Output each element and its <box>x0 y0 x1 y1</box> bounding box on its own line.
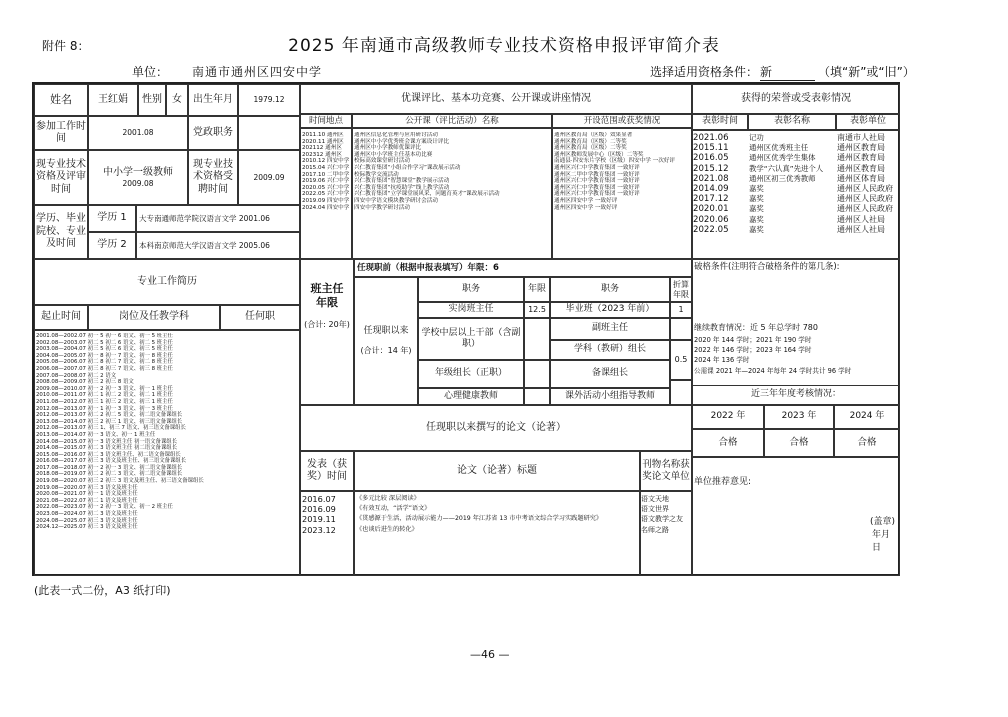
headteacher-note: (合计: 20年) <box>304 319 350 329</box>
resume-row: 2012.08—2013.07 初一 1 初一 3 语文、初一 3 班主任 <box>36 405 173 412</box>
paper-title: 《多元比较 深层阅读》 <box>356 495 420 502</box>
edu1-label: 学历 1 <box>88 205 136 232</box>
resume-row: 2019.08—2020.07 初三 2 初三 3 语文及班主任、初三语文备课组长 <box>36 478 204 485</box>
course-scope: 通州区二甲中学教育集团 一致好评 <box>554 171 640 178</box>
paper-time: 2016.09 <box>302 504 336 515</box>
honor-time: 2020.06 <box>693 214 729 225</box>
resume-row: 2020.08—2021.07 初一 1 语文及班主任 <box>36 491 138 498</box>
resume-list <box>36 333 298 531</box>
assessment-result-1: 合格 <box>692 429 764 457</box>
party-value <box>238 116 300 150</box>
resume-row: 2013.08—2014.07 初一 3 语文、初一 1 班主任 <box>36 431 156 438</box>
honor-time: 2021.06 <box>693 133 729 143</box>
honor-time: 2015.12 <box>693 163 729 174</box>
posts-col-conv: 折算年限 <box>670 277 692 302</box>
resume-row: 2009.08—2010.07 初一 2 初一 3 语文、初一 1 班主任 <box>36 385 173 392</box>
course-scope: 通州区教育局（区级）效果显著 <box>554 132 633 138</box>
posts-side-note: (合计：14 年) <box>360 345 412 355</box>
paper-journal: 语文教学之友 <box>641 515 683 524</box>
gender-label: 性别 <box>138 84 166 116</box>
course-name: 兴仁教育集团“抗疫助学”线上教学活动 <box>354 184 450 191</box>
post-row1-left: 实岗班主任 <box>418 302 524 318</box>
course-name: 通州区信息化管理与应用研讨活动 <box>354 132 438 138</box>
post-row1-right: 毕业班（2023 年前） <box>550 302 670 318</box>
honor-name: 教学“六认真”先进个人 <box>749 163 824 173</box>
honor-name: 嘉奖 <box>749 183 764 193</box>
edu-lines <box>694 334 899 375</box>
resume-row: 2024.12—2025.07 初三 3 语文及班主任 <box>36 524 138 531</box>
course-time: 2011.10 通州区 <box>302 132 344 138</box>
honor-name: 通州区优秀班主任 <box>749 143 809 153</box>
papers-col-title: 论文（论著）标题 <box>354 451 640 491</box>
honors-name-list <box>749 133 836 235</box>
name-value: 王红娟 <box>88 84 138 116</box>
edu-line: 2020 年 144 学时；2021 年 190 学时 <box>694 336 812 344</box>
resume-row: 2002.08—2003.07 初二 5 初二 6 语文、初二 5 班主任 <box>36 339 173 346</box>
paper-time: 2019.11 <box>302 514 336 525</box>
papers-journal-list <box>641 493 692 534</box>
assessment-result-3: 合格 <box>834 429 900 457</box>
resume-row: 2007.08—2008.07 初二 2 语文 <box>36 372 117 379</box>
footer-note: (此表一式二份，A3 纸打印) <box>34 584 171 597</box>
recommend-date: 年月日 <box>872 530 891 553</box>
honor-unit: 通州区人民政府 <box>837 204 893 214</box>
course-name: 四安中学语文模块教学研讨会活动 <box>354 197 438 204</box>
edu-line: 公需课 2021 年—2024 年每年 24 学时共计 96 学时 <box>694 366 852 375</box>
recommend-seal: (盖章) <box>870 517 896 527</box>
honor-unit: 通州区教育局 <box>837 153 885 163</box>
resume-row: 2012.08—2013.07 初二 2 初二 5 语文、初二语文备课组长 <box>36 412 183 419</box>
papers-title-list <box>356 493 639 534</box>
unit-label: 单位： <box>132 65 169 79</box>
course-scope: 通州区教育局（区级）二等奖 <box>554 138 627 145</box>
edu-label: 学历、毕业院校、专业及时间 <box>34 205 88 259</box>
course-time: 2022.05 兴仁中学 <box>302 191 350 198</box>
honors-unit-list <box>837 133 899 235</box>
course-scope: 通州区兴仁中学教育集团 一致好评 <box>554 184 640 191</box>
current-qual-value: 中小学一级教师 <box>103 166 173 178</box>
posts-col-post2: 职务 <box>550 277 670 302</box>
page-number: —46 — <box>470 648 510 661</box>
course-scope: 南通县·四安东片学校（区级）四安中学 一次好评 <box>554 158 676 165</box>
honor-unit: 通州区人民政府 <box>837 194 893 204</box>
course-scope: 通州区兴仁中学教育集团 一致好评 <box>554 178 640 185</box>
course-scope: 通州区四安中学 一致好评 <box>554 197 618 204</box>
course-name: 校际教学交流活动 <box>354 171 399 178</box>
course-name: 通州区中小学班主任基本功比赛 <box>354 151 433 158</box>
course-name: 通州区中小学教师优课评比 <box>354 145 422 152</box>
paper-title: 《有效互动，“活学”语文》 <box>356 505 431 513</box>
headteacher-title: 班主任年限 <box>310 282 344 309</box>
resume-row: 2005.08—2006.07 初二 8 初二 7 语文、初二 8 班主任 <box>36 359 173 366</box>
course-name: 兴仁教育集团“立学课堂展风采，问题育英才”课改展示活动 <box>354 191 500 198</box>
birth-value: 1979.12 <box>238 84 300 116</box>
honor-unit: 通州区人社局 <box>837 224 885 234</box>
honors-col-name: 表彰名称 <box>748 114 836 130</box>
post-row2-conv <box>670 318 692 340</box>
course-time: 2010.12 四安中学 <box>302 158 350 165</box>
course-time: 2020.05 兴仁中学 <box>302 184 350 191</box>
resume-row: 2023.08—2024.07 初二 3 语文及班主任 <box>36 511 138 518</box>
resume-title: 专业工作简历 <box>34 259 300 305</box>
honor-time: 2021.08 <box>693 173 729 184</box>
assessment-year-1: 2022 年 <box>692 405 764 429</box>
courses-col-time: 时间地点 <box>300 114 352 128</box>
honors-col-time: 表彰时间 <box>692 114 748 130</box>
paper-journal: 语文世界 <box>641 505 669 514</box>
condition-label: 选择适用资格条件： <box>650 65 759 79</box>
resume-col-time: 起止时间 <box>34 305 88 330</box>
recommend-label: 单位推荐意见: <box>694 477 752 487</box>
unit-value: 南通市通州区四安中学 <box>192 65 323 79</box>
course-time: 2017.10 二甲中学 <box>302 171 350 178</box>
work-start-label: 参加工作时间 <box>34 116 88 150</box>
headteacher-cell <box>300 259 354 405</box>
resume-row: 2014.08—2015.07 初一 3 语文班主任 初一语文备课组长 <box>36 438 178 445</box>
resume-row: 2013.08—2014.07 初三 2 初三 1 语文、初三语文备课组长 <box>36 418 183 425</box>
honor-name: 嘉奖 <box>749 224 764 234</box>
resume-row: 2016.08—2017.07 初三 3 语文及班主任、初三语文备课组长 <box>36 458 187 465</box>
posts-col-years: 年限 <box>524 277 550 302</box>
party-label: 党政职务 <box>188 116 238 150</box>
papers-time-list <box>302 493 352 534</box>
resume-row: 2012.08—2013.07 初三 1、初三 7 语文、初三语文备课组长 <box>36 425 186 432</box>
course-name: 兴仁教育集团“小组合作学习”课改展示活动 <box>354 164 461 171</box>
courses-col-title: 公开课（评比活动）名称 <box>352 114 552 128</box>
papers-col-journal: 刊物名称获奖论文单位 <box>640 451 692 491</box>
current-qual-date: 2009.08 <box>122 179 154 189</box>
course-name: 兴仁教育集团“智慧课堂”教学展示活动 <box>354 178 450 185</box>
course-scope: 通州区教育局（区级）二等奖 <box>554 145 627 152</box>
resume-row: 2018.08—2019.07 初二 2 初二 3 语文、初二语文备课组长 <box>36 471 183 478</box>
edu2-label: 学历 2 <box>88 232 136 259</box>
post-row1-conv: 1 <box>670 302 692 318</box>
assessment-result-2: 合格 <box>764 429 834 457</box>
honors-title: 获得的荣誉或受表彰情况 <box>692 84 900 114</box>
courses-name-list <box>354 132 550 211</box>
honor-unit: 通州区人社局 <box>837 214 885 224</box>
paper-title: 《也谈后进生的转化》 <box>356 525 418 533</box>
posts-col-post: 职务 <box>418 277 524 302</box>
condition-note: （填“新”或“旧”） <box>818 65 915 79</box>
resume-row: 2015.08—2016.07 初二 3 语文班主任、初二语文备课组长 <box>36 451 181 458</box>
honor-time: 2017.12 <box>693 194 729 205</box>
paper-journal: 名师之路 <box>641 525 669 534</box>
resume-row: 2003.08—2004.07 初三 5 初三 6 语文、初三 5 班主任 <box>36 346 173 353</box>
course-time: 2019.06 兴仁中学 <box>302 178 350 185</box>
gender-value: 女 <box>166 84 188 116</box>
course-time: 2024.04 四安中学 <box>302 204 350 211</box>
course-scope: 通州区四安中学 一致好评 <box>554 204 618 211</box>
post-row3-conv: 0.5 <box>670 340 692 380</box>
honor-time: 2016.05 <box>693 153 729 164</box>
posts-header: 任现职前（根据申报表填写）年限：6 <box>354 259 692 277</box>
post-row2-left: 学校中层以上干部（含副职） <box>418 318 524 360</box>
honor-unit: 通州区人民政府 <box>837 183 893 193</box>
paper-journal: 语文天地 <box>641 495 669 503</box>
posts-side-label: 任现职以来 <box>363 326 409 337</box>
birth-label: 出生年月 <box>188 84 238 116</box>
resume-row: 2001.08—2002.07 初一 5 初一 6 语文、初一 5 班主任 <box>36 333 173 339</box>
resume-row: 2011.08—2012.07 初三 1 初三 2 语文、初三 1 班主任 <box>36 398 173 405</box>
courses-col-scope: 开设范围或获奖情况 <box>552 114 692 128</box>
resume-row: 2010.08—2011.07 初二 1 初二 2 语文、初二 1 班主任 <box>36 392 173 399</box>
resume-row: 2019.08—2020.07 初三 3 语文及班主任 <box>36 484 138 491</box>
paper-time: 2023.12 <box>302 524 336 534</box>
honor-name: 嘉奖 <box>749 194 764 204</box>
name-label: 姓名 <box>34 84 88 116</box>
edu-line: 2024 年 136 学时 <box>694 356 750 365</box>
course-scope: 通州区教师发展中心（区级）二等奖 <box>554 151 644 158</box>
paper-time: 2016.07 <box>302 494 336 504</box>
honor-unit: 南通市人社局 <box>837 133 885 142</box>
resume-row: 2017.08—2018.07 初一 2 初一 3 语文、初二语文备课组长 <box>36 464 183 471</box>
edu-line: 2022 年 146 学时；2023 年 164 学时 <box>694 346 812 355</box>
honor-time: 2020.01 <box>693 204 729 215</box>
courses-title: 优课评比、基本功竞赛、公开课或讲座情况 <box>300 84 692 114</box>
course-name: 通州区中小学优秀班会课方案设计评比 <box>354 138 450 145</box>
honor-name: 通州区初三优秀教师 <box>749 173 816 183</box>
honor-name: 通州区优秀学生集体 <box>749 153 816 163</box>
attachment-label: 附件 8： <box>42 39 90 53</box>
course-time: 2019.09 四安中学 <box>302 197 350 204</box>
assessment-title: 近三年年度考核情况： <box>692 385 900 405</box>
post-row5-years <box>524 388 550 405</box>
course-scope: 通州区兴仁中学教育集团 一致好评 <box>554 191 640 198</box>
honor-time: 2022.05 <box>693 224 729 235</box>
current-appoint-label: 现专业技术资格受聘时间 <box>188 150 238 205</box>
edu2-value: 本科南京师范大学汉语言文学 2005.06 <box>136 232 300 259</box>
resume-row: 2006.08—2007.07 初三 8 初三 7 语文、初三 8 班主任 <box>36 365 173 372</box>
post-row2-right: 副班主任 <box>550 318 670 340</box>
course-name: 校际高效课堂研讨活动 <box>354 158 410 165</box>
post-row3-right: 学科（教研）组长 <box>550 340 670 360</box>
assessment-year-2: 2023 年 <box>764 405 834 429</box>
honor-name: 嘉奖 <box>749 204 764 214</box>
work-start-value: 2001.08 <box>88 116 188 150</box>
courses-scope-list <box>554 132 691 211</box>
course-time: 2020.11 通州区 <box>302 138 344 145</box>
current-qual-label: 现专业技术资格及评审时间 <box>34 150 88 205</box>
post-row5-left: 心理健康教师 <box>418 388 524 405</box>
course-time: 202112 通州区 <box>302 145 342 152</box>
post-row2-years <box>524 318 550 360</box>
post-row5-right: 课外活动小组指导教师 <box>550 388 670 405</box>
paper-title: 《贯感源于生活，活动展示能力——2019 年江苏省 13 市中考语文综合学习实践题研究》 <box>356 515 603 523</box>
current-qual-cell <box>88 150 188 205</box>
courses-time-list <box>302 132 352 211</box>
post-row4-years <box>524 360 550 388</box>
condition-value: 新 <box>760 63 815 81</box>
edu1-value: 大专南通师范学院汉语言文学 2001.06 <box>136 205 300 232</box>
resume-row: 2008.08—2009.07 初三 2 初三 8 语文 <box>36 379 134 386</box>
edu-title: 继续教育情况：近 5 年总学时 780 <box>694 323 818 332</box>
post-row4-left: 年级组长（正职） <box>418 360 524 388</box>
course-time: 2015.04 兴仁中学 <box>302 164 350 171</box>
post-row5-conv <box>670 380 692 405</box>
resume-col-post: 岗位及任教学科 <box>88 305 220 330</box>
honor-unit: 通州区教育局 <box>837 143 885 153</box>
course-name: 四安中学教学研讨活动 <box>354 204 410 211</box>
honor-time: 2015.11 <box>693 143 729 154</box>
current-appoint-value: 2009.09 <box>238 150 300 205</box>
course-scope: 通州区兴仁中学教育集团 一致好评 <box>554 164 640 171</box>
honor-time: 2014.09 <box>693 183 729 194</box>
posts-side-cell <box>354 277 418 405</box>
resume-row: 2024.08—2025.07 初三 3 语文及班主任 <box>36 517 138 524</box>
papers-title: 任现职以来撰写的论文（论著） <box>300 405 692 451</box>
honors-col-unit: 表彰单位 <box>836 114 900 130</box>
course-time: 202312 通州区 <box>302 151 342 158</box>
honor-name: 记功 <box>749 133 764 142</box>
post-row1-years: 12.5 <box>524 302 550 318</box>
resume-col-role: 任何职 <box>220 305 300 330</box>
application-form <box>32 82 900 576</box>
resume-row: 2022.08—2023.07 初一 2 初一 3 语文、初一 2 班主任 <box>36 504 173 511</box>
resume-row: 2004.08—2005.07 初一 8 初一 7 语文、初一 8 班主任 <box>36 352 173 359</box>
exceptional-title: 破格条件(注明符合破格条件的第几条): <box>694 262 840 272</box>
resume-row: 2014.08—2015.07 初二 3 语文班主任 初二语文备课组长 <box>36 445 178 452</box>
honor-name: 嘉奖 <box>749 214 764 224</box>
honor-unit: 通州区体育局 <box>837 173 885 183</box>
papers-col-time: 发表（获奖）时间 <box>300 451 354 491</box>
page-title: 2025 年南通市高级教师专业技术资格申报评审简介表 <box>288 36 720 56</box>
honor-unit: 通州区教育局 <box>837 163 885 173</box>
assessment-year-3: 2024 年 <box>834 405 900 429</box>
honors-time-list <box>693 133 749 235</box>
post-row4-right: 备课组长 <box>550 360 670 388</box>
resume-row: 2021.08—2022.07 初二 1 语文及班主任 <box>36 497 138 504</box>
